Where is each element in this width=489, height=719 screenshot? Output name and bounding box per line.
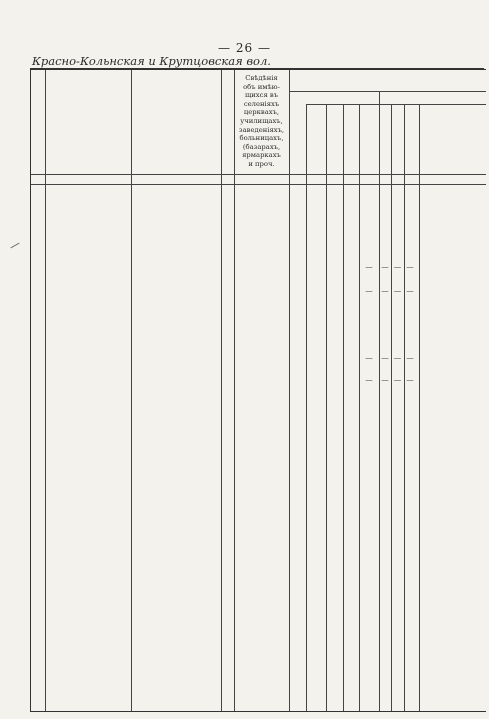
header-col5-line: ярмаркахъ	[242, 151, 281, 160]
header-col5-line: щихся въ	[244, 91, 279, 100]
page-number: — 26 —	[218, 41, 271, 55]
header-col5-line: училищахъ,	[240, 117, 283, 125]
empty-cell: —	[393, 375, 402, 384]
colnum-rule	[31, 184, 486, 185]
empty-cell: —	[406, 353, 414, 362]
column-rule	[359, 104, 360, 711]
empty-cell: —	[406, 262, 414, 271]
empty-cell: —	[381, 286, 389, 295]
header-col5-line: заведенiяхъ,	[238, 125, 285, 134]
header-rule	[289, 91, 486, 92]
empty-cell: —	[406, 286, 414, 295]
empty-cell: —	[365, 375, 373, 384]
column-rule	[45, 70, 46, 711]
header-col5-line: и проч.	[248, 160, 275, 168]
empty-cell: —	[365, 262, 373, 271]
empty-cell: —	[365, 353, 373, 362]
empty-cell: —	[393, 353, 402, 362]
header-rule	[306, 104, 486, 105]
column-rule	[306, 104, 307, 711]
empty-cell: —	[393, 286, 402, 295]
column-rule	[404, 104, 405, 711]
column-rule	[289, 70, 290, 711]
column-rule	[326, 104, 327, 711]
header-col5-line: селенiяхъ	[243, 99, 280, 108]
header-col5-line: больницахъ,	[239, 134, 284, 143]
empty-cell: —	[365, 286, 373, 295]
empty-cell: —	[393, 262, 402, 271]
empty-cell: —	[381, 375, 389, 384]
margin-mark	[10, 243, 19, 249]
column-rule	[391, 104, 392, 711]
header-col5-line: Свѣдѣнiя	[245, 74, 278, 82]
population-table	[30, 69, 486, 712]
header-col5-line: (базарахъ,	[242, 142, 281, 151]
header-col5-line: объ имѣю-	[243, 82, 280, 91]
header-bottom-rule	[31, 174, 486, 175]
empty-cell: —	[381, 353, 389, 362]
empty-cell: —	[406, 375, 414, 384]
column-rule	[131, 70, 132, 711]
page-title: Красно-Кольнская и Крутцовская вол.	[32, 54, 271, 68]
column-rule	[419, 104, 420, 711]
column-rule	[343, 104, 344, 711]
header-col5-line: церквахъ,	[243, 108, 280, 117]
empty-cell: —	[381, 262, 389, 271]
column-rule	[221, 70, 222, 711]
